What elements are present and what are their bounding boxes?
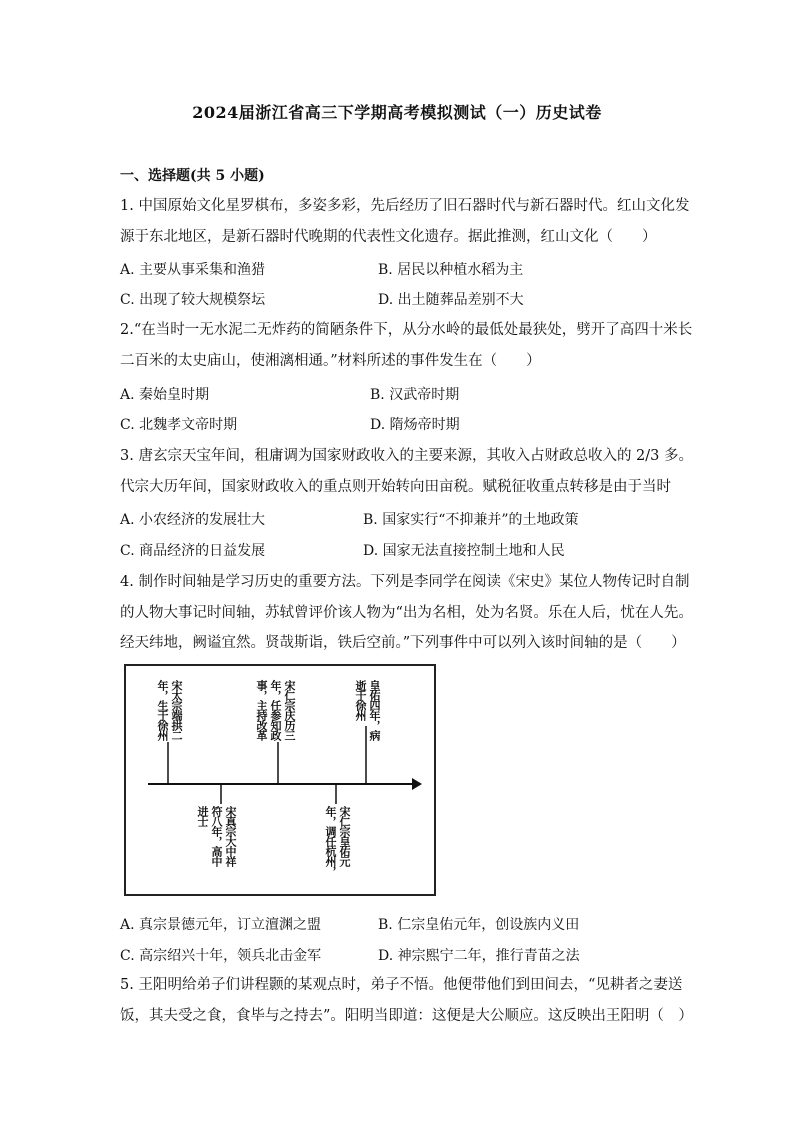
- section-heading: 一、选择题(共 5 小题): [120, 168, 265, 184]
- q1-option-c[interactable]: C. 出现了较大规模祭坛: [120, 292, 266, 308]
- question-3-line-1: 3. 唐玄宗天宝年间，租庸调为国家财政收入的主要来源，其收入占财政总收入的 2/3 多。: [120, 448, 693, 464]
- q1-option-a[interactable]: A. 主要从事采集和渔猎: [120, 262, 266, 278]
- q3-option-a[interactable]: A. 小农经济的发展壮大: [120, 512, 266, 528]
- q1-option-d[interactable]: D. 出土随葬品差别不大: [378, 292, 524, 308]
- timeline-event-3-main: 宋仁宗庆历三: [283, 680, 296, 740]
- q2-option-b[interactable]: B. 汉武帝时期: [370, 387, 460, 403]
- timeline-event-1-main: 宋太宗端拱二: [170, 680, 183, 740]
- timeline-event-3-side: 年，任参知政: [269, 680, 282, 740]
- q4-option-a[interactable]: A. 真宗景德元年，订立澶渊之盟: [120, 917, 322, 933]
- question-5-line-2: 饭，其夫受之食，食毕与之持去”。阳明当即道：这便是大公顺应。这反映出王阳明（ ）: [120, 1008, 693, 1024]
- timeline-event-2-side2: 进士: [196, 806, 209, 826]
- question-4-line-1: 4. 制作时间轴是学习历史的重要方法。下列是李同学在阅读《宋史》某位人物传记时自制: [120, 574, 690, 590]
- question-1-line-2: 源于东北地区，是新石器时代晚期的代表性文化遗存。据此推测，红山文化（ ）: [120, 229, 657, 245]
- timeline-event-4-side: 年，调任杭州，: [324, 806, 337, 876]
- q2-option-d[interactable]: D. 隋炀帝时期: [370, 417, 460, 433]
- page-title: 2024届浙江省高三下学期高考模拟测试（一）历史试卷: [192, 103, 602, 122]
- question-2-line-2: 二百米的太史庙山，使湘漓相通。”材料所述的事件发生在（ ）: [120, 353, 541, 369]
- timeline-event-3-side2: 事，主持改革: [255, 680, 268, 740]
- question-5-line-1: 5. 王阳明给弟子们讲程颢的某观点时，弟子不悟。他便带他们到田间去，“见耕者之妻送: [120, 977, 683, 993]
- timeline-event-5-main: 皇佑四年，病: [368, 680, 381, 740]
- question-4-line-2: 的人物大事记时间轴，苏轼曾评价该人物为“出为名相，处为名贤。乐在人后，忧在人先。: [120, 605, 693, 621]
- q3-option-b[interactable]: B. 国家实行“不抑兼并”的土地政策: [363, 512, 579, 528]
- q1-option-b[interactable]: B. 居民以种植水稻为主: [378, 262, 524, 278]
- timeline-figure: [124, 664, 436, 896]
- timeline-event-2-main: 宋真宗大中祥: [224, 806, 237, 866]
- q4-option-b[interactable]: B. 仁宗皇佑元年，创设族内义田: [378, 917, 580, 933]
- q2-option-a[interactable]: A. 秦始皇时期: [120, 387, 210, 403]
- q4-option-d[interactable]: D. 神宗熙宁二年，推行青苗之法: [378, 948, 580, 964]
- q2-option-c[interactable]: C. 北魏孝文帝时期: [120, 417, 238, 433]
- timeline-event-2-side: 符八年，高中: [210, 806, 223, 866]
- question-2-line-1: 2.“在当时一无水泥二无炸药的简陋条件下，从分水岭的最低处最狭处，劈开了高四十米长: [120, 322, 693, 338]
- q3-option-c[interactable]: C. 商品经济的日益发展: [120, 543, 266, 559]
- question-1-line-1: 1. 中国原始文化星罗棋布，多姿多彩，先后经历了旧石器时代与新石器时代。红山文化发: [120, 198, 690, 214]
- q4-option-c[interactable]: C. 高宗绍兴十年，领兵北击金军: [120, 948, 322, 964]
- q3-option-d[interactable]: D. 国家无法直接控制土地和人民: [363, 543, 565, 559]
- timeline-event-5-side: 逝于徐州: [354, 680, 367, 720]
- question-3-line-2: 代宗大历年间，国家财政收入的重点则开始转向田亩税。赋税征收重点转移是由于当时: [120, 479, 671, 495]
- question-4-line-3: 经天纬地，阙谥宜然。贤哉斯诣，铁后空前。”下列事件中可以列入该时间轴的是（ ）: [120, 635, 686, 651]
- timeline-event-4-main: 宋仁宗皇佑元: [338, 806, 351, 866]
- timeline-event-1-side: 年，生于徐州: [156, 680, 169, 740]
